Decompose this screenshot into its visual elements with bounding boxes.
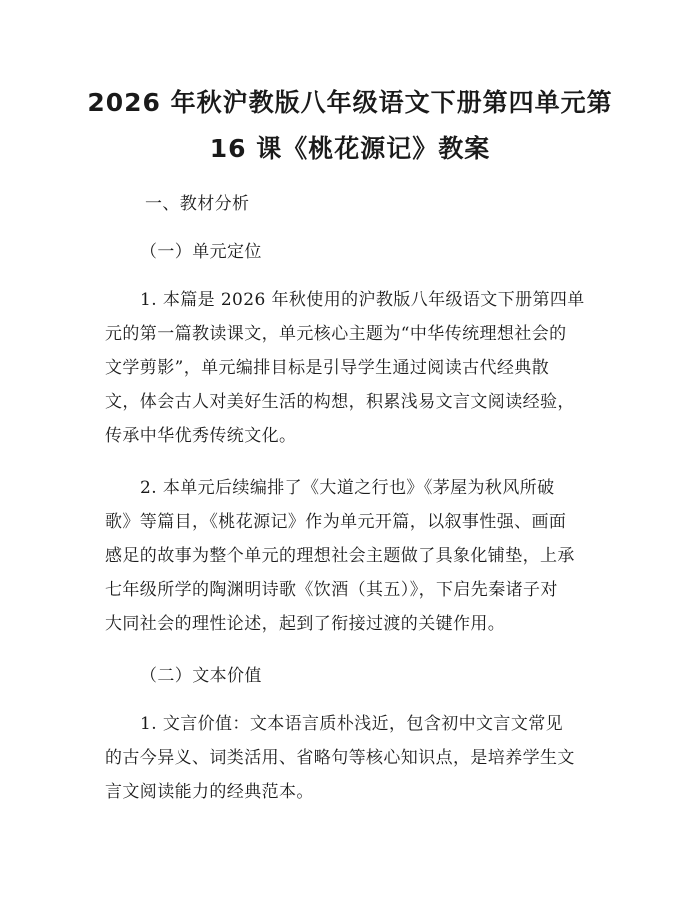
- title-line-1: 2026 年秋沪教版八年级语文下册第四单元第: [87, 88, 613, 117]
- section-heading-textbook-analysis: 一、教材分析: [145, 194, 250, 214]
- paragraph-line: 感足的故事为整个单元的理想社会主题做了具象化铺垫，上承: [105, 546, 575, 566]
- title-line-2: 16 课《桃花源记》教案: [209, 134, 491, 163]
- paragraph-line: 1. 本篇是 2026 年秋使用的沪教版八年级语文下册第四单: [140, 290, 585, 310]
- paragraph-line: 歌》等篇目，《桃花源记》作为单元开篇，以叙事性强、画面: [105, 512, 567, 532]
- paragraph-line: 大同社会的理性论述，起到了衔接过渡的关键作用。: [105, 614, 506, 634]
- paragraph-line: 传承中华优秀传统文化。: [105, 426, 297, 446]
- paragraph-line: 2. 本单元后续编排了《大道之行也》《茅屋为秋风所破: [140, 478, 555, 498]
- subsection-heading-text-value: （二）文本价值: [140, 666, 262, 686]
- paragraph-line: 元的第一篇教读课文，单元核心主题为“中华传统理想社会的: [105, 324, 567, 344]
- subsection-heading-unit-positioning: （一）单元定位: [140, 242, 262, 262]
- paragraph-line: 文，体会古人对美好生活的构想，积累浅易文言文阅读经验，: [105, 392, 575, 412]
- paragraph-line: 文学剪影”，单元编排目标是引导学生通过阅读古代经典散: [105, 358, 550, 378]
- paragraph-line: 的古今异义、词类活用、省略句等核心知识点，是培养学生文: [105, 748, 575, 768]
- paragraph-line: 七年级所学的陶渊明诗歌《饮酒（其五）》，下启先秦诸子对: [105, 580, 558, 600]
- paragraph-line: 言文阅读能力的经典范本。: [105, 782, 314, 802]
- paragraph-line: 1. 文言价值：文本语言质朴浅近，包含初中文言文常见: [140, 714, 564, 734]
